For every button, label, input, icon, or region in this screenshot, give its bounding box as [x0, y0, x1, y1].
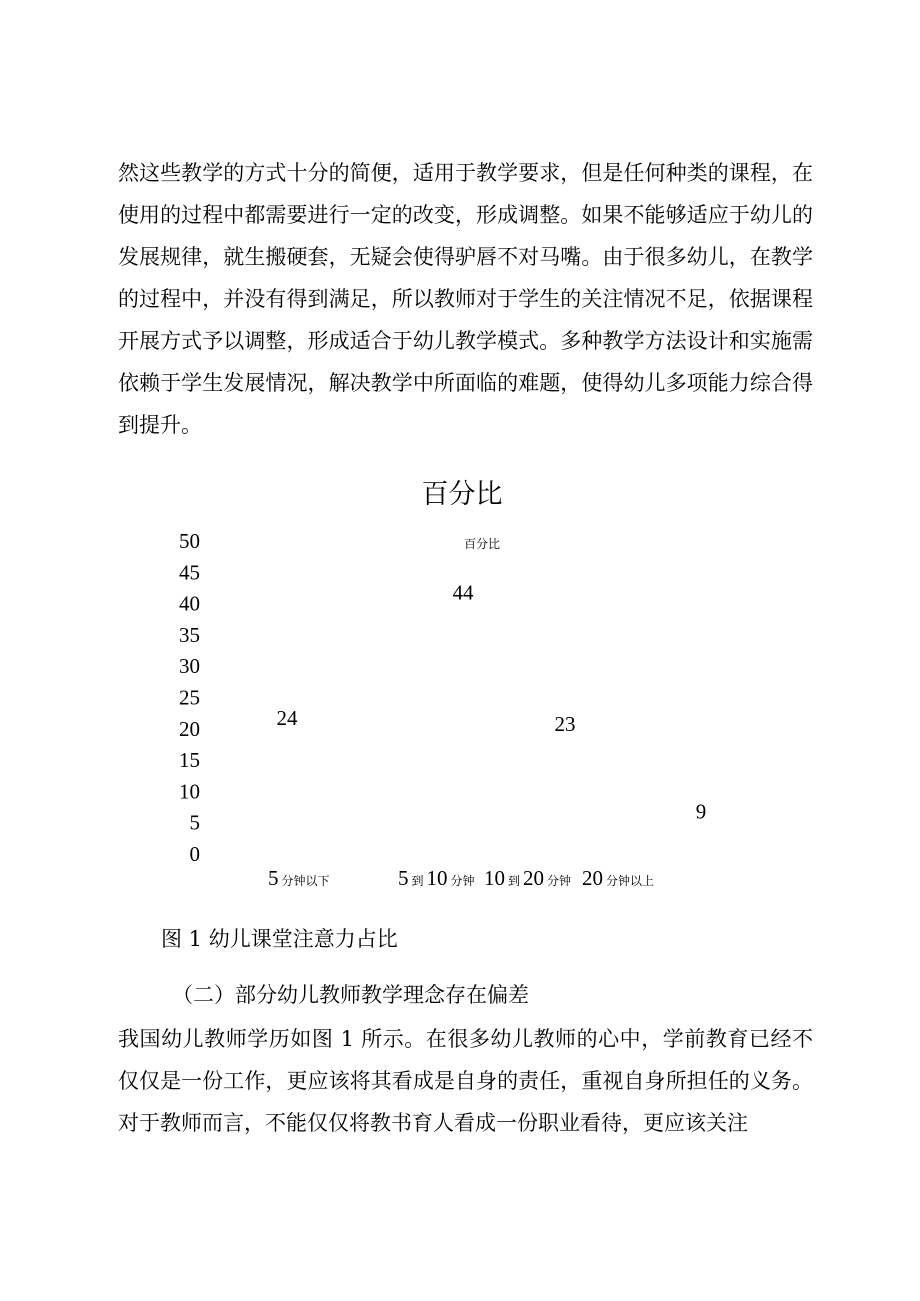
- data-labels: [277, 581, 707, 824]
- y-tick-label: 20: [179, 716, 200, 741]
- y-tick-label: 35: [179, 622, 200, 647]
- y-tick-label: 15: [179, 748, 200, 773]
- x-axis-categories: [268, 866, 654, 890]
- data-label: 23: [554, 712, 576, 737]
- y-tick-label: 25: [179, 685, 200, 710]
- y-tick-label: 30: [179, 654, 200, 679]
- x-category-label: 20 分钟以上: [582, 866, 655, 890]
- y-tick-label: 40: [179, 591, 200, 616]
- y-tick-label: 45: [179, 560, 200, 585]
- figure-caption: 图 1 幼儿课堂注意力占比: [161, 927, 398, 951]
- y-tick-label: 50: [179, 529, 200, 553]
- data-label: 9: [695, 799, 707, 824]
- x-category-label: 10 到 20 分钟: [484, 866, 572, 890]
- x-category-label: 5 到 10 分钟: [398, 866, 475, 890]
- y-tick-label: 0: [189, 842, 200, 866]
- body-paragraph-2: 我国幼儿教师学历如图 1 所示。在很多幼儿教师的心中，学前教育已经不仅仅是一份工作，更应该将其看成是自身的责任，重视自身所担任的义务。对于教师而言，不能仅仅将教书育人看成一份职业看待，更应该关注: [118, 1027, 813, 1135]
- chart-title: 百分比: [421, 479, 503, 509]
- data-label: 24: [276, 705, 298, 730]
- body-paragraph-1: 然这些教学的方式十分的简便，适用于教学要求，但是任何种类的课程，在使用的过程中都需要进行一定的改变，形成调整。如果不能够适应于幼儿的发展规律，就生搬硬套，无疑会使得驴唇不对马嘴。由于很多幼儿，在教学的过程中，并没有得到满足，所以教师对于学生的关注情况不足，依据课程开展方式予以调整，形成适合于幼儿教学模式。多种教学方法设计和实施需依赖于学生发展情况，解决教学中所面临的难题，使得幼儿多项能力综合得到提升。: [118, 161, 813, 437]
- x-category-label: 5 分钟以下: [268, 866, 330, 890]
- chart-legend: 百分比: [463, 537, 501, 551]
- attention-chart: [0, 470, 920, 900]
- y-axis-ticks: [179, 529, 200, 866]
- y-tick-label: 5: [189, 810, 200, 835]
- data-label: 44: [452, 580, 474, 605]
- section-subheading: （二）部分幼儿教师教学理念存在偏差: [172, 983, 529, 1007]
- y-tick-label: 10: [179, 779, 200, 804]
